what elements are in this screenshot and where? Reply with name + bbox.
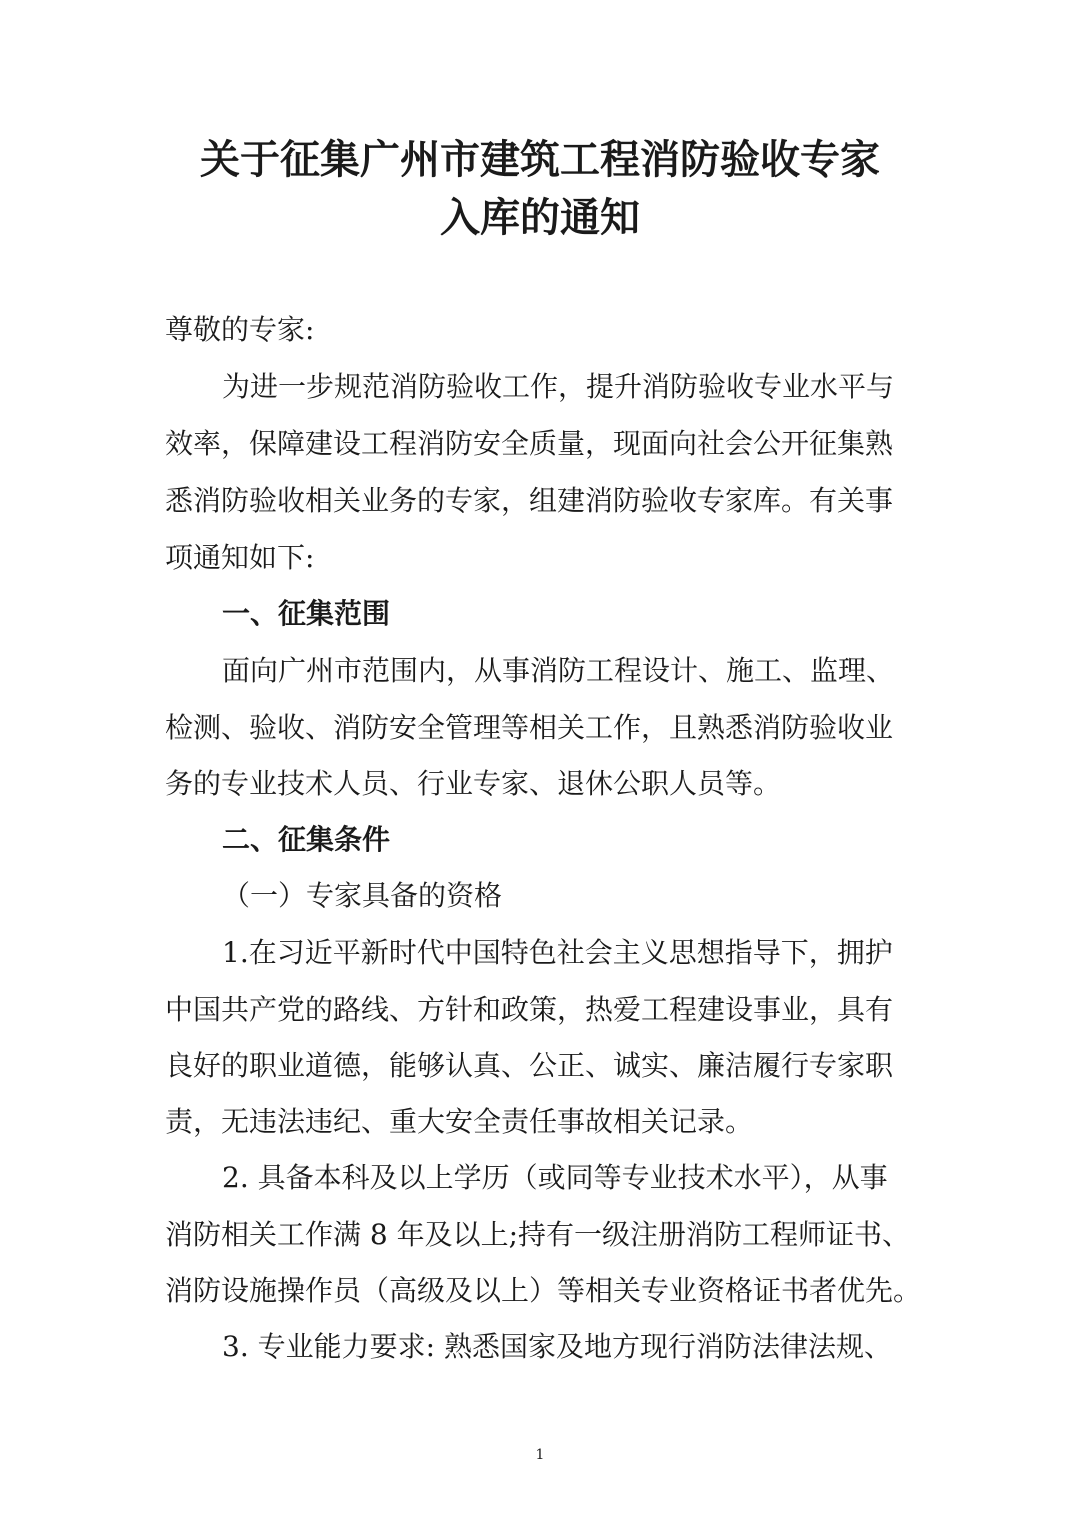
intro-line-4: 项通知如下: [165,541,315,574]
item-2-line-2: 消防相关工作满 8 年及以上;持有一级注册消防工程师证书、 [165,1218,911,1251]
section-1-line-2: 检测、验收、消防安全管理等相关工作，且熟悉消防验收业 [165,711,894,744]
item-2-line-3: 消防设施操作员（高级及以上）等相关专业资格证书者优先。 [165,1274,922,1307]
item-3-line-1: 3. 专业能力要求: 熟悉国家及地方现行消防法律法规、 [222,1330,892,1363]
document-title-line-1: 关于征集广州市建筑工程消防验收专家 [200,137,880,183]
item-1-line-4: 责，无违法违纪、重大安全责任事故相关记录。 [165,1105,754,1138]
section-1-heading: 一、征集范围 [222,597,391,630]
section-1-line-3: 务的专业技术人员、行业专家、退休公职人员等。 [165,767,782,800]
section-2-heading: 二、征集条件 [222,823,391,856]
item-1-line-3: 良好的职业道德，能够认真、公正、诚实、廉洁履行专家职 [165,1049,894,1082]
page-number: 1 [535,1447,545,1463]
section-1-line-1: 面向广州市范围内，从事消防工程设计、施工、监理、 [222,654,895,687]
item-1-line-2: 中国共产党的路线、方针和政策，热爱工程建设事业，具有 [165,993,894,1026]
section-2-subheading: （一）专家具备的资格 [222,879,503,912]
item-2-line-1: 2. 具备本科及以上学历（或同等专业技术水平），从事 [222,1161,888,1194]
salutation: 尊敬的专家: [165,313,315,346]
intro-line-3: 悉消防验收相关业务的专家，组建消防验收专家库。有关事 [165,484,894,517]
intro-line-2: 效率，保障建设工程消防安全质量，现面向社会公开征集熟 [165,427,894,460]
intro-line-1: 为进一步规范消防验收工作，提升消防验收专业水平与 [222,370,895,403]
document-title-line-2: 入库的通知 [440,195,640,241]
item-1-line-1: 1.在习近平新时代中国特色社会主义思想指导下，拥护 [222,936,893,969]
